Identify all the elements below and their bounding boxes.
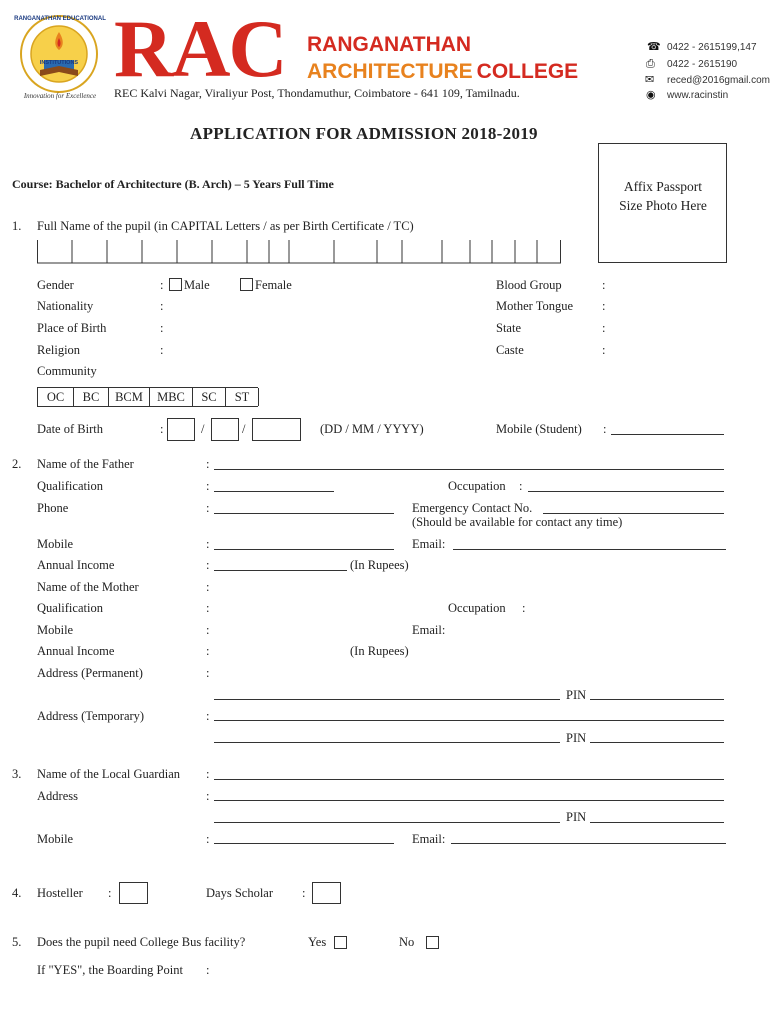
contact-email: reced@2016gmail.com [667, 75, 770, 86]
mobile-student-colon: : [603, 422, 607, 436]
college-name-line1: RANGANATHAN [307, 33, 472, 56]
address-permanent-pin-label: PIN [566, 688, 587, 702]
mother-occupation-label: Occupation [448, 601, 506, 615]
male-label: Male [184, 278, 210, 292]
mother-name-colon: : [206, 580, 210, 594]
guardian-mobile-label: Mobile [37, 832, 74, 846]
nationality-label: Nationality [37, 299, 94, 313]
days-scholar-label: Days Scholar [206, 886, 273, 900]
father-name-label: Name of the Father [37, 457, 134, 471]
address-permanent-pin-field[interactable] [590, 699, 724, 700]
father-mobile-field[interactable] [214, 549, 394, 550]
religion-colon: : [160, 343, 164, 357]
community-oc[interactable]: OC [38, 388, 74, 406]
full-name-letter-boxes[interactable] [37, 240, 562, 264]
religion-label: Religion [37, 343, 81, 357]
gender-label: Gender [37, 278, 74, 292]
blood-group-label: Blood Group [496, 278, 562, 292]
guardian-address-label: Address [37, 789, 78, 803]
course-line: Course: Bachelor of Architecture (B. Arch) – 5 Years Full Time [12, 177, 334, 191]
address-temporary-label: Address (Temporary) [37, 709, 145, 723]
guardian-mobile-colon: : [206, 832, 210, 846]
father-name-field[interactable] [214, 469, 724, 470]
days-scholar-box[interactable] [312, 882, 341, 904]
father-income-label: Annual Income [37, 558, 115, 572]
dob-colon: : [160, 422, 164, 436]
logo-ring-text: RANGANATHAN EDUCATIONAL [14, 16, 106, 22]
dob-slash-1: / [201, 422, 205, 436]
photo-box[interactable] [598, 143, 727, 263]
guardian-pin-field[interactable] [590, 822, 724, 823]
place-of-birth-label: Place of Birth [37, 321, 107, 335]
caste-label: Caste [496, 343, 524, 357]
mother-name-label: Name of the Mother [37, 580, 139, 594]
guardian-address-field-2[interactable] [214, 822, 560, 823]
mother-mobile-colon: : [206, 623, 210, 637]
address-permanent-label: Address (Permanent) [37, 666, 143, 680]
college-name-line2 [307, 60, 578, 84]
mother-email-label: Email: [412, 623, 446, 637]
guardian-address-field-1[interactable] [214, 800, 724, 801]
state-colon: : [602, 321, 606, 335]
dob-month-box[interactable] [211, 418, 239, 441]
father-qualification-field[interactable] [214, 491, 334, 492]
section3-number: 3. [12, 767, 22, 781]
father-income-field[interactable] [214, 570, 347, 571]
mother-tongue-label: Mother Tongue [496, 299, 574, 313]
father-email-field[interactable] [453, 549, 726, 550]
address-temporary-field-2[interactable] [214, 742, 560, 743]
father-phone-field[interactable] [214, 513, 394, 514]
guardian-email-field[interactable] [451, 843, 726, 844]
father-qualification-label: Qualification [37, 479, 103, 493]
brand-letters: RAC [114, 3, 286, 94]
dob-label: Date of Birth [37, 422, 103, 436]
female-label: Female [255, 278, 292, 292]
mother-tongue-colon: : [602, 299, 606, 313]
web-icon: ◉ [646, 88, 656, 101]
fax-icon: ⎙ [646, 57, 655, 70]
hosteller-colon: : [108, 886, 112, 900]
logo-inner-text: INSTITUTIONS [39, 60, 79, 66]
father-phone-label: Phone [37, 501, 69, 515]
bus-no-checkbox[interactable] [426, 936, 439, 949]
community-mbc[interactable]: MBC [150, 388, 193, 406]
guardian-mobile-field[interactable] [214, 843, 394, 844]
address-temporary-pin-field[interactable] [590, 742, 724, 743]
dob-year-box[interactable] [252, 418, 301, 441]
mother-income-unit: (In Rupees) [350, 644, 409, 658]
blood-group-colon: : [602, 278, 606, 292]
mother-income-label: Annual Income [37, 644, 115, 658]
bus-question: Does the pupil need College Bus facility? [37, 935, 246, 949]
section4-number: 4. [12, 886, 22, 900]
guardian-name-colon: : [206, 767, 210, 781]
section2-number: 2. [12, 457, 22, 471]
state-label: State [496, 321, 521, 335]
nationality-colon: : [160, 299, 164, 313]
phone-icon: ☎ [647, 40, 661, 53]
father-income-unit: (In Rupees) [350, 558, 409, 572]
mother-occupation-colon: : [522, 601, 526, 615]
mother-income-colon: : [206, 644, 210, 658]
email-icon: ✉ [645, 73, 655, 86]
college-name-college: COLLEGE [476, 60, 579, 83]
days-scholar-colon: : [302, 886, 306, 900]
section1-number: 1. [12, 219, 22, 233]
mobile-student-label: Mobile (Student) [496, 422, 582, 436]
father-phone-colon: : [206, 501, 210, 515]
hosteller-label: Hosteller [37, 886, 83, 900]
mobile-student-field[interactable] [611, 434, 724, 435]
hosteller-box[interactable] [119, 882, 148, 904]
community-st[interactable]: ST [226, 388, 259, 406]
caste-colon: : [602, 343, 606, 357]
dob-slash-2: / [242, 422, 246, 436]
contact-phone: 0422 - 2615199,147 [667, 42, 757, 53]
community-label: Community [37, 364, 97, 378]
logo-tagline: Innovation for Excellence [23, 92, 97, 100]
father-mobile-label: Mobile [37, 537, 74, 551]
contact-fax: 0422 - 2615190 [667, 59, 738, 70]
address-permanent-field[interactable] [214, 699, 560, 700]
full-name-label: Full Name of the pupil (in CAPITAL Letters / as per Birth Certificate / TC) [37, 219, 414, 233]
father-occupation-colon: : [519, 479, 523, 493]
boarding-point-colon: : [206, 963, 210, 977]
father-occupation-field[interactable] [528, 491, 724, 492]
guardian-address-colon: : [206, 789, 210, 803]
father-income-colon: : [206, 558, 210, 572]
address-temporary-field-1[interactable] [214, 720, 724, 721]
college-address: REC Kalvi Nagar, Viraliyur Post, Thondamuthur, Coimbatore - 641 109, Tamilnadu. [114, 86, 520, 100]
place-of-birth-colon: : [160, 321, 164, 335]
emergency-contact-note: (Should be available for contact any time) [412, 515, 623, 529]
guardian-pin-label: PIN [566, 810, 587, 824]
guardian-email-label: Email: [412, 832, 446, 846]
dob-format: (DD / MM / YYYY) [320, 422, 424, 436]
emergency-contact-label: Emergency Contact No. [412, 501, 533, 515]
mother-mobile-label: Mobile [37, 623, 74, 637]
father-qualification-colon: : [206, 479, 210, 493]
institution-logo [10, 12, 108, 104]
section5-number: 5. [12, 935, 22, 949]
father-name-colon: : [206, 457, 210, 471]
community-sc[interactable]: SC [193, 388, 226, 406]
emergency-contact-field[interactable] [543, 513, 724, 514]
guardian-name-field[interactable] [214, 779, 724, 780]
mother-qualification-label: Qualification [37, 601, 103, 615]
bus-yes-checkbox[interactable] [334, 936, 347, 949]
address-temporary-pin-label: PIN [566, 731, 587, 745]
community-bcm[interactable]: BCM [109, 388, 150, 406]
bus-no-label: No [399, 935, 415, 949]
address-temporary-colon: : [206, 709, 210, 723]
contact-web: www.racinstin [667, 90, 729, 101]
male-checkbox[interactable] [169, 278, 182, 291]
form-title: APPLICATION FOR ADMISSION 2018-2019 [190, 124, 538, 143]
female-checkbox[interactable] [240, 278, 253, 291]
guardian-name-label: Name of the Local Guardian [37, 767, 180, 781]
father-occupation-label: Occupation [448, 479, 506, 493]
community-bc[interactable]: BC [74, 388, 109, 406]
dob-day-box[interactable] [167, 418, 195, 441]
father-email-label: Email: [412, 537, 446, 551]
boarding-point-label: If "YES", the Boarding Point [37, 963, 183, 977]
bus-yes-label: Yes [308, 935, 327, 949]
father-mobile-colon: : [206, 537, 210, 551]
community-options [37, 387, 258, 407]
gender-colon: : [160, 278, 164, 292]
college-name-architecture: ARCHITECTURE [307, 60, 473, 83]
photo-box-label: Affix Passport Size Photo Here [619, 179, 707, 213]
header [0, 0, 770, 110]
address-permanent-colon: : [206, 666, 210, 680]
mother-qualification-colon: : [206, 601, 210, 615]
